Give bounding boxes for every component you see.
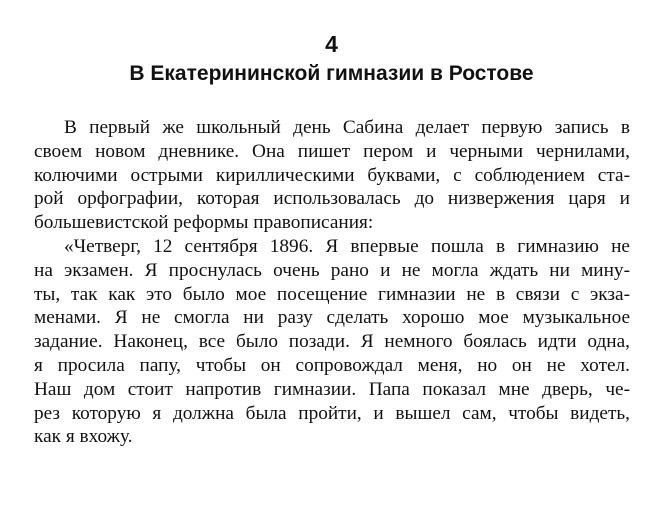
text-line: менами. Я не смогла ни разу сделать хорошо мое музыкальное bbox=[34, 307, 630, 329]
text-line: В первый же школьный день Сабина делает первую запись в bbox=[64, 117, 630, 138]
chapter-title: В Екатерининской гимназии в Ростове bbox=[129, 62, 534, 85]
text-line: на экзамен. Я проснулась очень рано и не могла ждать ни мину- bbox=[34, 259, 630, 281]
body-text bbox=[34, 116, 630, 449]
text-line: рез которую я должна была пройти, и вышел сам, чтобы видеть, bbox=[34, 402, 630, 424]
text-line: колючими острыми кириллическими буквами, с соблюдением ста- bbox=[34, 164, 630, 186]
chapter-number: 4 bbox=[325, 31, 338, 57]
paragraph-1 bbox=[34, 116, 630, 235]
text-line: рой орфографии, которая использовалась до низвержения царя и bbox=[34, 188, 630, 210]
text-line: ты, так как это было мое посещение гимназии не в связи с экза- bbox=[34, 283, 630, 305]
text-line: как я вхожу. bbox=[34, 426, 133, 448]
text-line: «Четверг, 12 сентября 1896. Я впервые пошла в гимназию не bbox=[64, 235, 630, 257]
paragraph-2 bbox=[34, 235, 630, 449]
text-line: своем новом дневнике. Она пишет пером и черными чернилами, bbox=[34, 140, 630, 162]
text-line: большевистской реформы правописания: bbox=[34, 212, 374, 234]
text-line: Наш дом стоит напротив гимназии. Папа показал мне дверь, че- bbox=[34, 378, 630, 400]
text-line: я просила папу, чтобы он сопровождал меня, но он не хотел. bbox=[34, 354, 630, 376]
text-line: задание. Наконец, все было позади. Я немного боялась идти одна, bbox=[34, 331, 630, 353]
